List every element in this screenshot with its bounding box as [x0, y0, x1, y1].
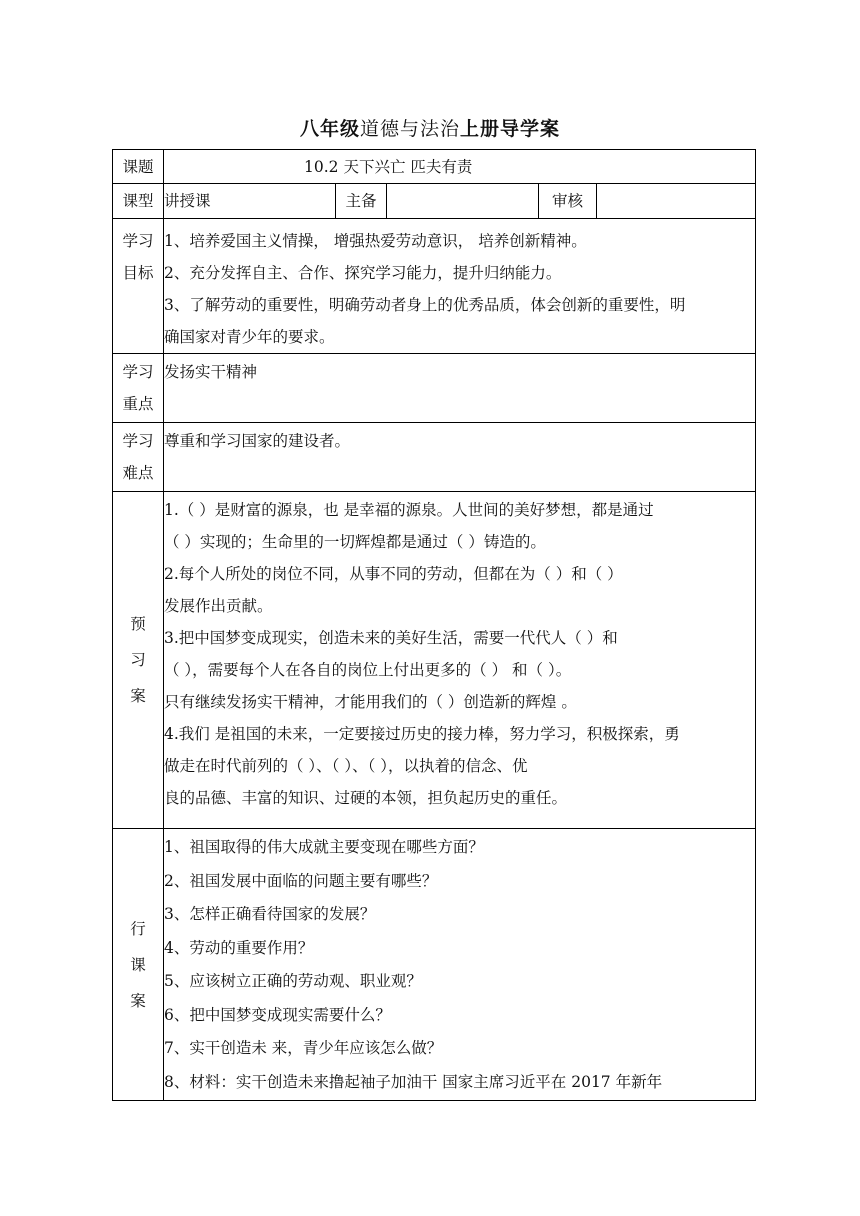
preview-line: 2.每个人所处的岗位不同，从事不同的劳动，但都在为（ ）和（ ）	[164, 565, 623, 583]
type-label: 课型	[113, 184, 164, 219]
difficulty-label-line: 学习	[122, 432, 154, 450]
title-suffix: 上册导学案	[460, 118, 561, 140]
goal-line: 确国家对青少年的要求。	[164, 328, 335, 346]
preview-line: 做走在时代前列的（ ）、（ ）、（ ），以执着的信念、优	[164, 757, 528, 775]
goals-label	[113, 219, 164, 354]
topic-value	[164, 150, 756, 184]
practice-question: 2、祖国发展中面临的问题主要有哪些？	[164, 871, 438, 890]
difficulty-text: 尊重和学习国家的建设者。	[164, 432, 351, 450]
preview-line: （ ），需要每个人在各自的岗位上付出更多的（ ） 和（ ）。	[164, 661, 572, 679]
goals-content	[164, 219, 756, 354]
topic-label: 课题	[113, 150, 164, 184]
prep-label: 主备	[336, 184, 387, 219]
key-content	[164, 354, 756, 423]
goal-line: 1、培养爱国主义情操， 增强热爱劳动意识， 培养创新精神。	[164, 232, 587, 250]
preview-line: 发展作出贡献。	[164, 597, 273, 615]
practice-label	[113, 829, 164, 1101]
difficulty-label	[113, 423, 164, 492]
difficulty-label-line: 难点	[122, 464, 154, 482]
practice-row	[113, 829, 756, 1101]
practice-question: 3、怎样正确看待国家的发展？	[164, 905, 376, 923]
key-label-line: 重点	[122, 395, 154, 413]
practice-question: 4、劳动的重要作用？	[164, 938, 314, 957]
goals-label-line: 学习	[122, 232, 154, 250]
preview-line: 4.我们 是祖国的未来，一定要接过历史的接力棒，努力学习，积极探索，勇	[164, 725, 680, 743]
type-value: 讲授课	[164, 184, 336, 219]
preview-line: 只有继续发扬实干精神，才能用我们的（ ）创造新的辉煌 。	[164, 693, 577, 711]
preview-label-char: 预	[130, 615, 146, 633]
difficulty-row	[113, 423, 756, 492]
practice-label-char: 行	[130, 919, 146, 938]
review-value	[597, 184, 756, 219]
practice-content	[164, 829, 756, 1101]
practice-label-char: 课	[130, 955, 146, 974]
practice-question: 1、祖国取得的伟大成就主要变现在哪些方面？	[164, 838, 484, 856]
key-label	[113, 354, 164, 423]
difficulty-content	[164, 423, 756, 492]
preview-label-char: 习	[130, 651, 146, 669]
topic-text: 10.2 天下兴亡 匹夫有责	[304, 157, 473, 176]
preview-line: （ ）实现的；生命里的一切辉煌都是通过（ ）铸造的。	[164, 533, 546, 551]
title-subject: 道德与法治	[359, 118, 460, 140]
preview-row	[113, 492, 756, 829]
type-row	[113, 184, 756, 219]
preview-content	[164, 492, 756, 829]
title-grade: 八年级	[299, 118, 360, 140]
preview-label-char: 案	[130, 687, 146, 705]
goals-label-line: 目标	[122, 264, 154, 282]
practice-label-char: 案	[130, 991, 146, 1010]
goals-row	[113, 219, 756, 354]
preview-line: 1.（ ）是财富的源泉，也 是幸福的源泉。人世间的美好梦想，都是通过	[164, 501, 654, 519]
key-row	[113, 354, 756, 423]
preview-label	[113, 492, 164, 829]
preview-line: 良的品德、丰富的知识、过硬的本领，担负起历史的重任。	[164, 789, 568, 807]
page-title	[0, 114, 860, 141]
practice-question: 6、把中国梦变成现实需要什么？	[164, 1005, 391, 1024]
key-label-line: 学习	[122, 363, 154, 381]
practice-question: 5、应该树立正确的劳动观、职业观？	[164, 972, 422, 990]
review-label: 审核	[539, 184, 597, 219]
study-guide-table	[112, 149, 756, 1101]
goal-line: 3、了解劳动的重要性，明确劳动者身上的优秀品质，体会创新的重要性，明	[164, 296, 686, 314]
preview-line: 3.把中国梦变成现实，创造未来的美好生活，需要一代代人（ ）和	[164, 629, 618, 647]
prep-value	[387, 184, 539, 219]
topic-row	[113, 150, 756, 184]
practice-question: 8、材料：实干创造未来撸起袖子加油干 国家主席习近平在 2017 年新年	[164, 1072, 663, 1091]
practice-question: 7、实干创造未 来，青少年应该怎么做？	[164, 1039, 443, 1057]
key-text: 发扬实干精神	[164, 363, 258, 381]
goal-line: 2、充分发挥自主、合作、探究学习能力，提升归纳能力。	[164, 264, 562, 282]
